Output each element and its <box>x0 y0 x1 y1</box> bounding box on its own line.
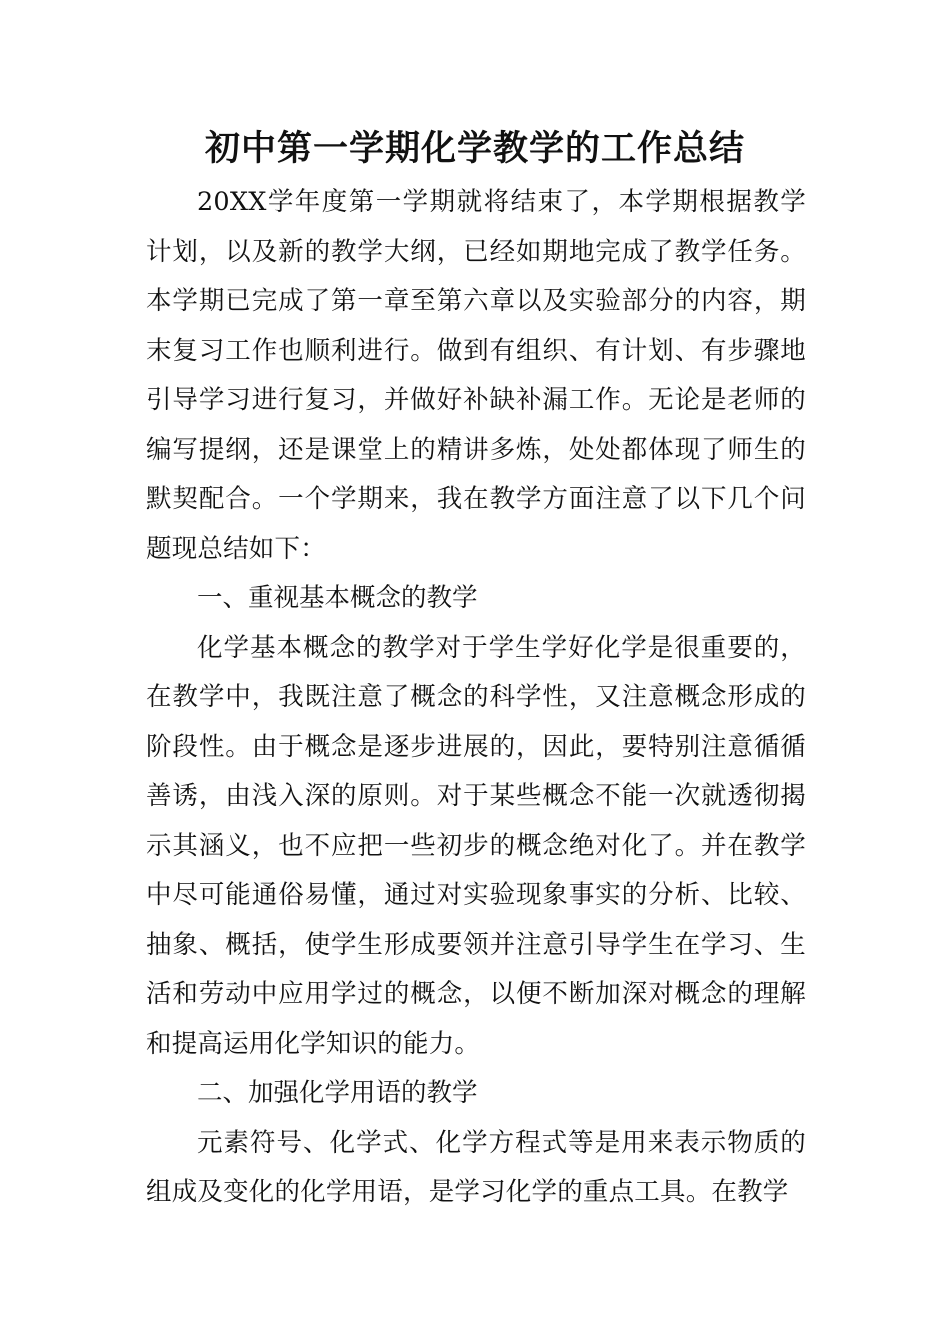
section-heading-1: 一、重视基本概念的教学 <box>197 583 478 613</box>
section-heading-2: 二、加强化学用语的教学 <box>197 1078 478 1108</box>
document-title: 初中第一学期化学教学的工作总结 <box>204 129 745 169</box>
paragraph-section-2: 元素符号、化学式、化学方程式等是用来表示物质的组成及变化的化学用语，是学习化学的重点工具。在教学 <box>146 1127 806 1207</box>
paragraph-section-1: 化学基本概念的教学对于学生学好化学是很重要的，在教学中，我既注意了概念的科学性，又注意概念形成的阶段性。由于概念是逐步进展的，因此，要特别注意循循善诱，由浅入深的原则。对于某些概念不能一次就透彻揭示其涵义，也不应把一些初步的概念绝对化了。并在教学中尽可能通俗易懂，通过对实验现象事实的分析、比较、抽象、概括，使学生形成要领并注意引导学生在学习、生活和劳动中应用学过的概念，以便不断加深对概念的理解和提高运用化学知识的能力。 <box>146 632 806 1059</box>
document-body <box>146 178 806 1218</box>
paragraph-intro: 20XX学年度第一学期就将结束了，本学期根据教学计划，以及新的教学大纲，已经如期地完成了教学任务。本学期已完成了第一章至第六章以及实验部分的内容，期末复习工作也顺利进行。做到有组织、有计划、有步骤地引导学习进行复习，并做好补缺补漏工作。无论是老师的编写提纲，还是课堂上的精讲多炼，处处都体现了师生的默契配合。一个学期来，我在教学方面注意了以下几个问题现总结如下： <box>146 187 806 564</box>
